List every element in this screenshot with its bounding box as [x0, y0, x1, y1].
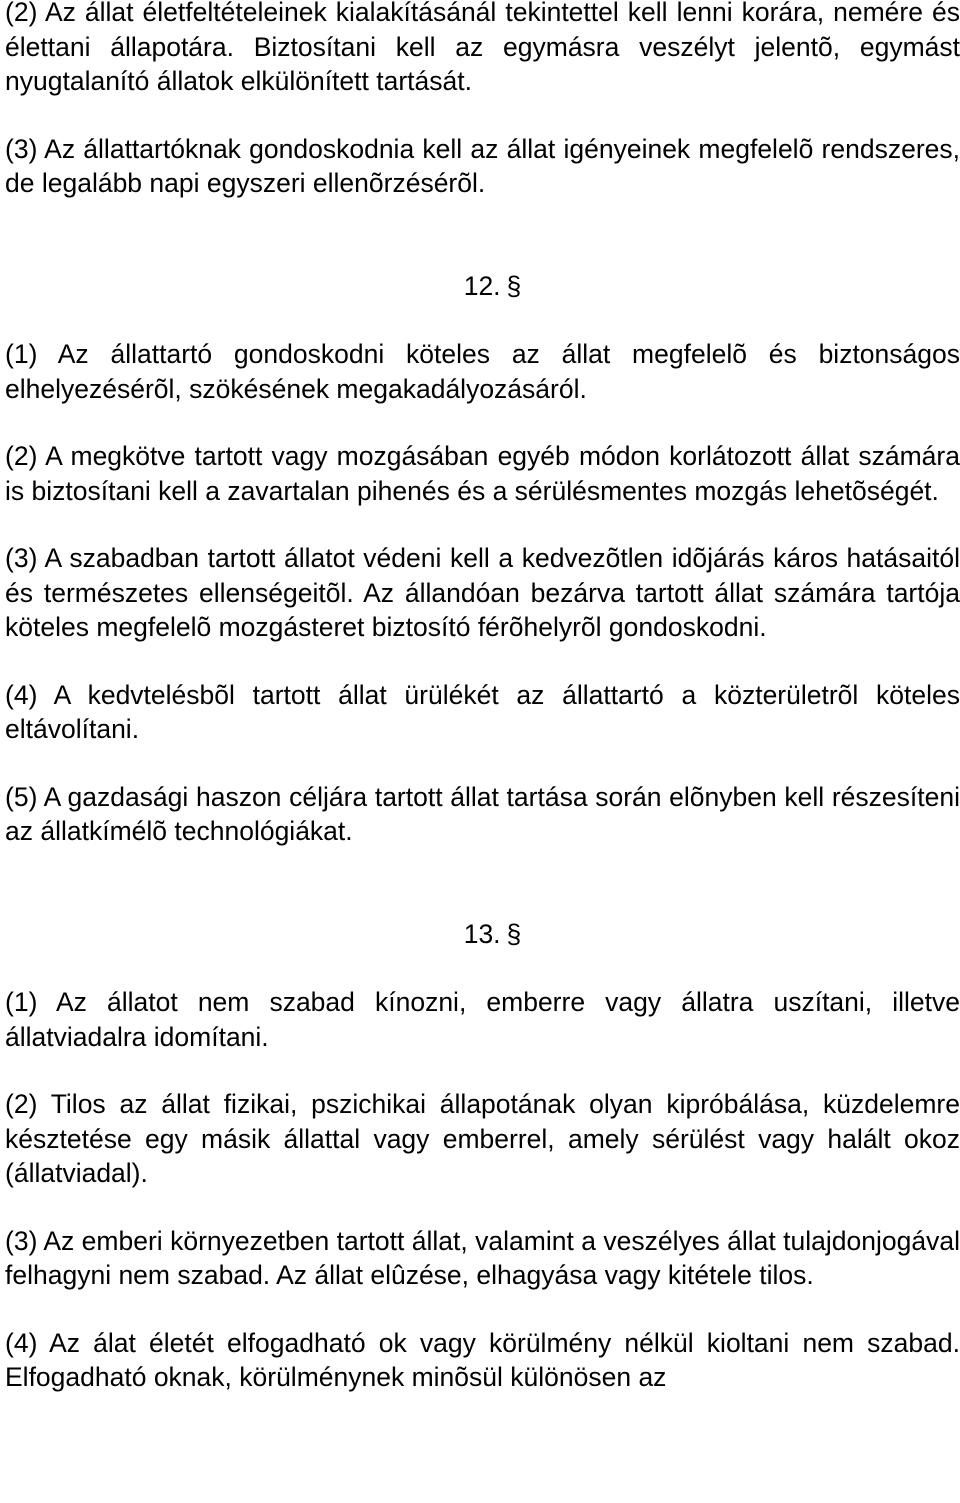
document-page [5, 0, 960, 1395]
section-heading-13 [5, 917, 960, 952]
section-heading-12 [5, 269, 960, 304]
section13-paragraph-3: (3) Az emberi környezetben tartott állat, valamint a veszélyes állat tulajdonjogával felhagyni nem szabad. Az állat elûzése, elhagyása vagy kitétele tilos. [5, 1225, 960, 1290]
section12-paragraph-4: (4) A kedvtelésbõl tartott állat ürülékét az állattartó a közterületrõl köteles eltávolítani. [5, 679, 960, 744]
paragraph-spacer [5, 99, 960, 132]
paragraph-spacer [5, 645, 960, 678]
section12-paragraph-3: (3) A szabadban tartott állatot védeni kell a kedvezõtlen idõjárás káros hatásaitól és természetes ellenségeitõl. Az állandóan bezárva tartott állat számára tartója köteles megfelelõ mozgásteret biztosító férõhelyrõl gondoskodni. [5, 543, 960, 642]
section-sign: § [506, 270, 522, 301]
paragraph-top-3: (3) Az állattartóknak gondoskodnia kell az állat igényeinek megfelelõ rendszeres, de legalább napi egyszeri ellenõrzésérõl. [5, 133, 960, 198]
section13-paragraph-1: (1) Az állatot nem szabad kínozni, emberre vagy állatra uszítani, illetve állatviadalra idomítani. [5, 987, 960, 1052]
paragraph-spacer [5, 1054, 960, 1087]
section13-paragraph-2: (2) Tilos az állat fizikai, pszichikai állapotának olyan kipróbálása, küzdelemre késztetése egy másik állattal vagy emberrel, amely sérülést vagy halált okoz (állatviadal). [5, 1089, 960, 1188]
section-number: 13. [463, 918, 501, 949]
paragraph-top-2: (2) Az állat életfeltételeinek kialakításánál tekintettel kell lenni korára, nemére és élettani állapotára. Biztosítani kell az egymásra veszélyt jelentõ, egymást nyugtalanító állatok elkülönített tartását. [5, 0, 960, 96]
section12-paragraph-2: (2) A megkötve tartott vagy mozgásában egyéb módon korlátozott állat számára is biztosítani kell a zavartalan pihenés és a sérülésmentes mozgás lehetõségét. [5, 441, 960, 506]
paragraph-spacer [5, 1293, 960, 1326]
paragraph-spacer [5, 508, 960, 541]
section13-paragraph-4: (4) Az álat életét elfogadható ok vagy körülmény nélkül kioltani nem szabad. Elfogadható oknak, körülménynek minõsül különösen az [5, 1327, 960, 1392]
section-sign: § [506, 918, 522, 949]
paragraph-spacer [5, 1191, 960, 1224]
paragraph-spacer [5, 406, 960, 439]
paragraph-spacer [5, 747, 960, 780]
section-number: 12. [463, 270, 501, 301]
section12-paragraph-1: (1) Az állattartó gondoskodni köteles az állat megfelelõ és biztonságos elhelyezésérõl, szökésének megakadályozásáról. [5, 339, 960, 404]
section12-paragraph-5: (5) A gazdasági haszon céljára tartott állat tartása során elõnyben kell részesíteni az állatkímélõ technológiákat. [5, 781, 960, 846]
